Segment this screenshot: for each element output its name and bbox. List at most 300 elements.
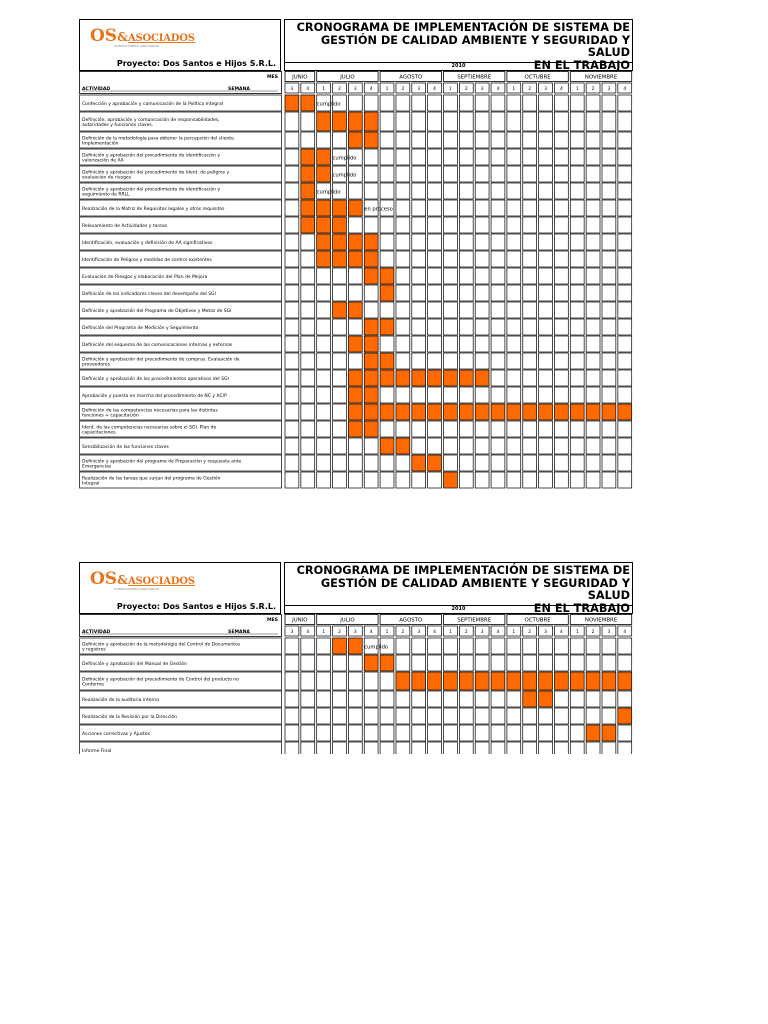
gantt-empty-cell: [554, 638, 568, 654]
gantt-empty-cell: [396, 166, 410, 182]
gantt-empty-cell: [475, 251, 489, 267]
week-label: 2: [401, 630, 405, 635]
gantt-empty-cell: [602, 234, 616, 250]
gantt-empty-cell: [602, 336, 616, 352]
gantt-empty-cell: [523, 725, 537, 741]
sheet-header: [79, 19, 633, 71]
activity-text: Evaluación de Riesgos y elaboración del Plan de Mejora: [82, 275, 208, 281]
gantt-bar-cell: [396, 404, 410, 420]
gantt-empty-cell: [523, 319, 537, 335]
month-label: OCTUBRE: [524, 617, 551, 624]
gantt-empty-cell: [586, 149, 600, 165]
gantt-empty-cell: [459, 319, 473, 335]
gantt-empty-cell: [475, 725, 489, 741]
gantt-empty-cell: [459, 285, 473, 301]
activity-text: Implementación: [82, 141, 119, 147]
gantt-empty-cell: [491, 251, 505, 267]
gantt-empty-cell: [602, 251, 616, 267]
gantt-bar-cell: [301, 166, 315, 182]
activity-text: Ident. de las competencias necesarias sobre el SGI. Plan de: [82, 425, 217, 431]
gantt-bar-cell: [412, 672, 426, 690]
week-label: 3: [353, 630, 357, 635]
gantt-empty-cell: [618, 455, 632, 471]
gantt-empty-cell: [491, 638, 505, 654]
gantt-empty-cell: [618, 217, 632, 233]
gantt-empty-cell: [317, 708, 331, 724]
gantt-empty-cell: [570, 708, 584, 724]
gantt-empty-cell: [380, 132, 394, 148]
week-label: 4: [433, 630, 436, 635]
gantt-empty-cell: [602, 302, 616, 318]
gantt-empty-cell: [459, 742, 473, 754]
gantt-bar-cell: [348, 112, 362, 131]
gantt-bar-cell: [380, 655, 394, 671]
gantt-empty-cell: [285, 421, 299, 437]
gantt-empty-cell: [333, 268, 347, 284]
gantt-empty-cell: [317, 268, 331, 284]
gantt-empty-cell: [602, 166, 616, 182]
gantt-bar-cell: [364, 655, 378, 671]
gantt-bar-cell: [554, 672, 568, 690]
gantt-bar-cell: [348, 251, 362, 267]
gantt-empty-cell: [523, 112, 537, 131]
gantt-empty-cell: [444, 336, 458, 352]
mes-label: MES: [266, 75, 278, 80]
month-label: NOVIEMBRE: [584, 74, 618, 81]
gantt-empty-cell: [539, 268, 553, 284]
gantt-bar-cell: [380, 370, 394, 386]
gantt-bar-cell: [491, 404, 505, 420]
activity-text: Definición de la metodología para obtener la percepción del cliente.: [82, 136, 236, 142]
gantt-bar-cell: [475, 370, 489, 386]
gantt-empty-cell: [428, 112, 442, 131]
gantt-empty-cell: [554, 200, 568, 216]
gantt-empty-cell: [570, 370, 584, 386]
gantt-empty-cell: [602, 708, 616, 724]
gantt-empty-cell: [491, 336, 505, 352]
gantt-empty-cell: [301, 370, 315, 386]
activity-text: Acciones correctivas y Ajustes: [82, 732, 151, 738]
gantt-empty-cell: [459, 251, 473, 267]
gantt-empty-cell: [301, 691, 315, 707]
gantt-empty-cell: [475, 353, 489, 369]
gantt-empty-cell: [412, 421, 426, 437]
gantt-empty-cell: [570, 234, 584, 250]
gantt-empty-cell: [412, 336, 426, 352]
gantt-empty-cell: [491, 387, 505, 403]
gantt-empty-cell: [285, 336, 299, 352]
actividad-label: ACTIVIDAD: [82, 87, 111, 92]
gantt-empty-cell: [539, 217, 553, 233]
status-note: en proceso: [364, 206, 393, 213]
gantt-empty-cell: [618, 725, 632, 741]
gantt-empty-cell: [444, 742, 458, 754]
gantt-empty-cell: [539, 725, 553, 741]
gantt-empty-cell: [428, 438, 442, 454]
gantt-grid: [79, 614, 633, 754]
gantt-bar-cell: [364, 268, 378, 284]
gantt-empty-cell: [301, 302, 315, 318]
gantt-bar-cell: [428, 455, 442, 471]
gantt-empty-cell: [380, 302, 394, 318]
gantt-empty-cell: [317, 455, 331, 471]
gantt-empty-cell: [539, 285, 553, 301]
week-label: 4: [496, 630, 500, 635]
gantt-empty-cell: [396, 725, 410, 741]
gantt-empty-cell: [539, 421, 553, 437]
gantt-empty-cell: [333, 421, 347, 437]
activity-text: Definición de las competencias necesarias para las distintas: [82, 408, 218, 414]
activity-text: funciones + capacitación: [82, 413, 139, 419]
gantt-empty-cell: [364, 672, 378, 690]
gantt-empty-cell: [428, 742, 442, 754]
gantt-empty-cell: [539, 438, 553, 454]
gantt-empty-cell: [539, 638, 553, 654]
month-label: JULIO: [340, 617, 355, 624]
gantt-bar-cell: [333, 251, 347, 267]
gantt-empty-cell: [317, 132, 331, 148]
gantt-bar-cell: [333, 200, 347, 216]
gantt-empty-cell: [364, 725, 378, 741]
gantt-empty-cell: [586, 183, 600, 199]
gantt-empty-cell: [317, 370, 331, 386]
gantt-empty-cell: [507, 217, 521, 233]
gantt-empty-cell: [285, 438, 299, 454]
gantt-empty-cell: [507, 234, 521, 250]
gantt-empty-cell: [523, 438, 537, 454]
gantt-empty-cell: [396, 455, 410, 471]
gantt-empty-cell: [348, 95, 362, 111]
gantt-empty-cell: [570, 183, 584, 199]
gantt-empty-cell: [428, 95, 442, 111]
gantt-bar-cell: [364, 421, 378, 437]
gantt-empty-cell: [475, 387, 489, 403]
gantt-bar-cell: [396, 438, 410, 454]
gantt-empty-cell: [570, 302, 584, 318]
gantt-empty-cell: [523, 336, 537, 352]
gantt-empty-cell: [428, 387, 442, 403]
gantt-empty-cell: [412, 234, 426, 250]
gantt-empty-cell: [491, 691, 505, 707]
gantt-empty-cell: [618, 200, 632, 216]
gantt-empty-cell: [285, 691, 299, 707]
gantt-empty-cell: [491, 655, 505, 671]
gantt-empty-cell: [348, 438, 362, 454]
gantt-empty-cell: [380, 251, 394, 267]
gantt-empty-cell: [491, 319, 505, 335]
project-name: Proyecto: Dos Santos e Hijos S.R.L.: [116, 602, 276, 611]
activity-text: valorización de AA: [82, 158, 124, 164]
gantt-empty-cell: [428, 183, 442, 199]
activity-text: autoridades y funciones claves.: [82, 123, 154, 129]
gantt-empty-cell: [348, 655, 362, 671]
gantt-bar-cell: [364, 370, 378, 386]
semana-label: SEMANA: [228, 87, 250, 92]
gantt-empty-cell: [586, 95, 600, 111]
gantt-empty-cell: [459, 725, 473, 741]
gantt-empty-cell: [301, 708, 315, 724]
gantt-bar-cell: [618, 672, 632, 690]
gantt-empty-cell: [380, 672, 394, 690]
gantt-empty-cell: [475, 183, 489, 199]
gantt-empty-cell: [602, 149, 616, 165]
week-label: 2: [464, 87, 468, 92]
week-label: 1: [512, 630, 516, 635]
gantt-empty-cell: [523, 455, 537, 471]
activity-text: Definición y aprobación del procedimiento de Control del producto no: [82, 677, 239, 683]
gantt-empty-cell: [333, 285, 347, 301]
gantt-bar-cell: [396, 370, 410, 386]
gantt-empty-cell: [459, 217, 473, 233]
gantt-empty-cell: [333, 438, 347, 454]
gantt-empty-cell: [475, 112, 489, 131]
gantt-empty-cell: [491, 234, 505, 250]
gantt-empty-cell: [475, 268, 489, 284]
gantt-empty-cell: [444, 132, 458, 148]
gantt-empty-cell: [285, 183, 299, 199]
gantt-empty-cell: [364, 149, 378, 165]
gantt-empty-cell: [364, 742, 378, 754]
gantt-bar-cell: [412, 455, 426, 471]
month-label: AGOSTO: [399, 617, 423, 624]
gantt-empty-cell: [301, 251, 315, 267]
gantt-bar-cell: [523, 691, 537, 707]
gantt-empty-cell: [618, 638, 632, 654]
gantt-empty-cell: [586, 200, 600, 216]
gantt-empty-cell: [523, 200, 537, 216]
gantt-empty-cell: [618, 742, 632, 754]
gantt-empty-cell: [364, 166, 378, 182]
logo-box: [79, 562, 281, 614]
gantt-empty-cell: [491, 285, 505, 301]
gantt-empty-cell: [507, 370, 521, 386]
gantt-empty-cell: [586, 166, 600, 182]
gantt-empty-cell: [602, 200, 616, 216]
gantt-empty-cell: [285, 353, 299, 369]
gantt-empty-cell: [412, 742, 426, 754]
month-label: JUNIO: [292, 617, 308, 624]
gantt-empty-cell: [285, 251, 299, 267]
gantt-empty-cell: [554, 336, 568, 352]
gantt-empty-cell: [285, 370, 299, 386]
page-title: CRONOGRAMA DE IMPLEMENTACIÓN DE SISTEMA DE GESTIÓN DE CALIDAD AMBIENTE Y SEGURIDAD Y SALUD EN EL TRABAJO: [296, 21, 630, 72]
gantt-empty-cell: [412, 655, 426, 671]
gantt-empty-cell: [475, 708, 489, 724]
gantt-empty-cell: [570, 455, 584, 471]
gantt-empty-cell: [570, 725, 584, 741]
gantt-empty-cell: [285, 708, 299, 724]
gantt-empty-cell: [554, 387, 568, 403]
gantt-empty-cell: [570, 438, 584, 454]
year-box: [284, 605, 633, 614]
gantt-empty-cell: [317, 387, 331, 403]
gantt-bar-cell: [333, 234, 347, 250]
gantt-bar-cell: [380, 268, 394, 284]
gantt-empty-cell: [412, 268, 426, 284]
gantt-bar-cell: [364, 112, 378, 131]
gantt-empty-cell: [586, 638, 600, 654]
gantt-empty-cell: [554, 268, 568, 284]
gantt-bar-cell: [539, 404, 553, 420]
activity-text: Definición y aprobación del procedimiento de Ident. de peligros y: [82, 170, 230, 176]
gantt-empty-cell: [412, 319, 426, 335]
week-label: 3: [290, 87, 294, 92]
activity-text: Emergencias: [82, 464, 112, 470]
gantt-empty-cell: [554, 166, 568, 182]
gantt-empty-cell: [317, 438, 331, 454]
gantt-empty-cell: [428, 302, 442, 318]
year-label: 2010: [451, 63, 466, 69]
semana-label: SEMANA: [228, 630, 250, 635]
gantt-empty-cell: [285, 455, 299, 471]
gantt-empty-cell: [412, 183, 426, 199]
gantt-empty-cell: [428, 166, 442, 182]
gantt-empty-cell: [618, 319, 632, 335]
gantt-empty-cell: [396, 302, 410, 318]
gantt-empty-cell: [539, 742, 553, 754]
gantt-empty-cell: [491, 708, 505, 724]
gantt-empty-cell: [570, 691, 584, 707]
gantt-empty-cell: [412, 638, 426, 654]
gantt-bar-cell: [570, 672, 584, 690]
week-label: 1: [512, 87, 516, 92]
gantt-empty-cell: [444, 166, 458, 182]
gantt-empty-cell: [475, 472, 489, 488]
gantt-bar-cell: [301, 149, 315, 165]
gantt-empty-cell: [428, 285, 442, 301]
gantt-empty-cell: [428, 353, 442, 369]
activity-text: Sensibilización de las funciones claves: [82, 445, 169, 451]
gantt-bar-cell: [554, 404, 568, 420]
gantt-empty-cell: [285, 285, 299, 301]
gantt-empty-cell: [539, 95, 553, 111]
gantt-empty-cell: [570, 336, 584, 352]
gantt-empty-cell: [285, 725, 299, 741]
gantt-empty-cell: [428, 234, 442, 250]
gantt-empty-cell: [507, 95, 521, 111]
gantt-empty-cell: [507, 302, 521, 318]
gantt-empty-cell: [428, 691, 442, 707]
gantt-empty-cell: [317, 472, 331, 488]
gantt-empty-cell: [570, 112, 584, 131]
gantt-empty-cell: [317, 672, 331, 690]
gantt-empty-cell: [412, 353, 426, 369]
gantt-empty-cell: [539, 183, 553, 199]
gantt-empty-cell: [554, 95, 568, 111]
gantt-bar-cell: [364, 387, 378, 403]
gantt-empty-cell: [602, 438, 616, 454]
gantt-bar-cell: [570, 404, 584, 420]
gantt-empty-cell: [459, 302, 473, 318]
gantt-empty-cell: [380, 166, 394, 182]
gantt-empty-cell: [475, 455, 489, 471]
gantt-bar-cell: [428, 672, 442, 690]
gantt-empty-cell: [301, 404, 315, 420]
gantt-empty-cell: [444, 234, 458, 250]
gantt-empty-cell: [570, 421, 584, 437]
gantt-empty-cell: [618, 472, 632, 488]
week-label: 2: [401, 87, 405, 92]
gantt-empty-cell: [602, 132, 616, 148]
activity-text: Definición y aprobación del Programa de Objetivos y Metas de SGI: [82, 309, 232, 315]
week-label: 1: [322, 630, 326, 635]
gantt-empty-cell: [602, 742, 616, 754]
gantt-empty-cell: [428, 319, 442, 335]
page-title: CRONOGRAMA DE IMPLEMENTACIÓN DE SISTEMA DE GESTIÓN DE CALIDAD AMBIENTE Y SEGURIDAD Y SALUD EN EL TRABAJO: [296, 564, 630, 615]
gantt-empty-cell: [412, 387, 426, 403]
gantt-bar-cell: [602, 404, 616, 420]
activity-text: Definición del Programa de Medición y Seguimiento: [82, 326, 199, 332]
gantt-bar-cell: [348, 370, 362, 386]
gantt-empty-cell: [380, 183, 394, 199]
gantt-empty-cell: [475, 655, 489, 671]
gantt-empty-cell: [396, 217, 410, 233]
gantt-bar-cell: [586, 725, 600, 741]
gantt-bar-cell: [317, 234, 331, 250]
gantt-bar-cell: [507, 672, 521, 690]
gantt-empty-cell: [317, 421, 331, 437]
gantt-bar-cell: [364, 353, 378, 369]
gantt-empty-cell: [348, 691, 362, 707]
gantt-empty-cell: [602, 387, 616, 403]
gantt-empty-cell: [396, 387, 410, 403]
week-label: 3: [353, 87, 357, 92]
gantt-empty-cell: [412, 691, 426, 707]
gantt-bar-cell: [348, 302, 362, 318]
week-label: 2: [591, 630, 595, 635]
gantt-bar-cell: [618, 404, 632, 420]
gantt-empty-cell: [586, 132, 600, 148]
activity-text: Definición del esquema de las comunicaciones internas y externas: [82, 343, 233, 349]
activity-text: Realización de las tareas que surjan del programa de Gestión: [82, 476, 221, 482]
gantt-empty-cell: [459, 149, 473, 165]
gantt-empty-cell: [285, 112, 299, 131]
gantt-empty-cell: [475, 319, 489, 335]
gantt-bar-cell: [444, 404, 458, 420]
gantt-empty-cell: [396, 353, 410, 369]
gantt-empty-cell: [428, 251, 442, 267]
week-label: 3: [417, 87, 421, 92]
status-note: cumplido: [364, 644, 389, 651]
gantt-empty-cell: [428, 217, 442, 233]
gantt-empty-cell: [285, 166, 299, 182]
gantt-empty-cell: [570, 472, 584, 488]
gantt-empty-cell: [586, 472, 600, 488]
gantt-empty-cell: [475, 132, 489, 148]
company-logo: OS&ASOCIADOS CONSULTORES ASOCIADOS: [90, 26, 195, 48]
status-note: cumplido: [316, 101, 341, 108]
gantt-empty-cell: [459, 438, 473, 454]
gantt-empty-cell: [570, 132, 584, 148]
gantt-empty-cell: [491, 421, 505, 437]
week-label: 3: [290, 630, 294, 635]
gantt-empty-cell: [364, 183, 378, 199]
gantt-bar-cell: [491, 672, 505, 690]
gantt-empty-cell: [539, 353, 553, 369]
activity-text: Definición y aprobación del procedimiento de identificación y: [82, 187, 221, 193]
gantt-bar-cell: [285, 95, 299, 111]
project-name: Proyecto: Dos Santos e Hijos S.R.L.: [116, 59, 276, 68]
gantt-empty-cell: [491, 112, 505, 131]
gantt-empty-cell: [412, 200, 426, 216]
gantt-empty-cell: [285, 472, 299, 488]
gantt-empty-cell: [301, 353, 315, 369]
gantt-bar-cell: [348, 387, 362, 403]
gantt-empty-cell: [412, 132, 426, 148]
gantt-empty-cell: [444, 217, 458, 233]
gantt-empty-cell: [317, 353, 331, 369]
gantt-empty-cell: [554, 691, 568, 707]
